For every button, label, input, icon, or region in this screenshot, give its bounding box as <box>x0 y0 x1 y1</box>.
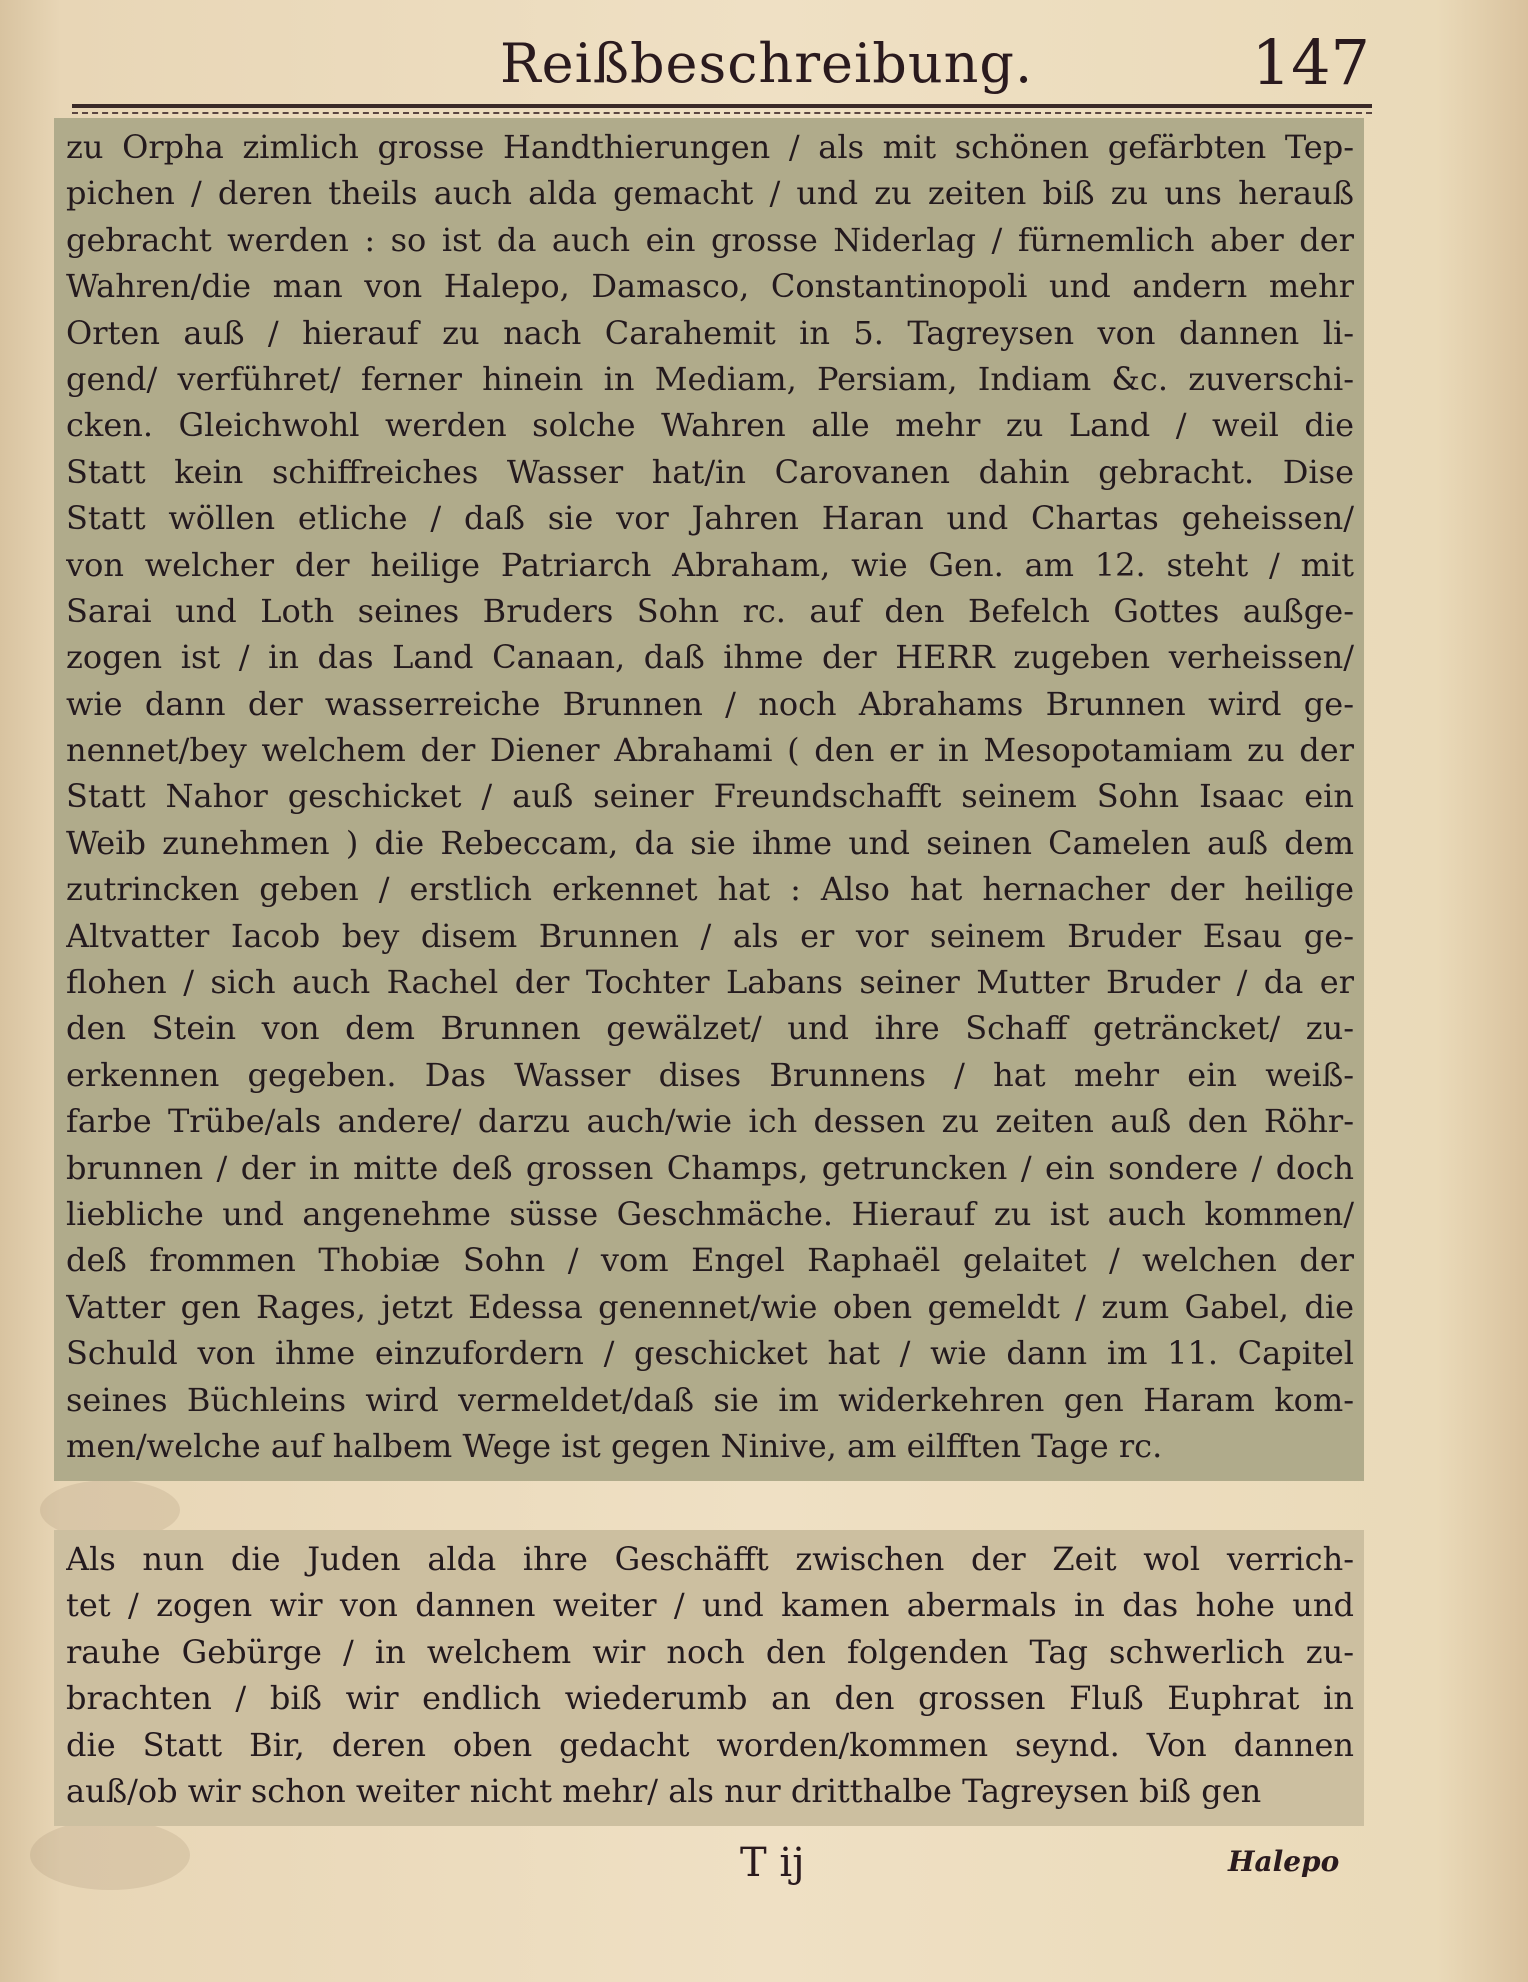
text-line: zu Orpha zimlich grosse Handthierungen / als mit schönen gefärbten Tep- <box>66 128 1354 166</box>
text-line: wie dann der wasserreiche Brunnen / noch Abrahams Brunnen wird ge- <box>66 684 1354 723</box>
text-line: von welcher der heilige Patriarch Abraham, wie Gen. am 12. steht / mit <box>66 545 1354 584</box>
text-line: brachten / biß wir endlich wiederumb an den grossen Fluß Euphrat in <box>66 1679 1354 1718</box>
text-line: die Statt Bir, deren oben gedacht worden/kommen seynd. Von dannen <box>66 1725 1354 1764</box>
header-rule-dashed <box>72 112 1372 114</box>
text-line: Statt kein schiffreiches Wasser hat/in Carovanen dahin gebracht. Dise <box>66 452 1354 491</box>
text-line: Altvatter Iacob bey disem Brunnen / als er vor seinem Bruder Esau ge- <box>66 916 1354 955</box>
text-line: liebliche und angenehme süsse Geschmäche. Hierauf zu ist auch kommen/ <box>66 1194 1354 1233</box>
text-line: gebracht werden : so ist da auch ein grosse Niderlag / fürnemlich aber der <box>66 220 1354 259</box>
page-number: 147 <box>1251 26 1370 99</box>
text-line: nennet/bey welchem der Diener Abrahami ( den er in Mesopotamiam zu der <box>66 731 1354 770</box>
text-line: den Stein von dem Brunnen gewälzet/ und ihre Schaff geträncket/ zu- <box>66 1009 1354 1048</box>
text-line: Als nun die Juden alda ihre Geschäfft zwischen der Zeit wol verrich- <box>66 1540 1354 1578</box>
text-line: Statt wöllen etliche / daß sie vor Jahren Haran und Chartas geheissen/ <box>66 499 1354 538</box>
paragraph-2 <box>54 1530 1364 1826</box>
text-line: erkennen gegeben. Das Wasser dises Brunnens / hat mehr ein weiß- <box>66 1055 1354 1094</box>
text-line: deß frommen Thobiæ Sohn / vom Engel Raphaël gelaitet / welchen der <box>66 1241 1354 1280</box>
running-head: Reißbeschreibung. <box>500 32 1034 95</box>
text-line: Orten auß / hierauf zu nach Carahemit in 5. Tagreysen von dannen li- <box>66 313 1354 352</box>
paragraph-1 <box>54 118 1364 1481</box>
text-line: Statt Nahor geschicket / auß seiner Freundschafft seinem Sohn Isaac ein <box>66 777 1354 816</box>
text-line: farbe Trübe/als andere/ darzu auch/wie ich dessen zu zeiten auß den Röhr- <box>66 1102 1354 1141</box>
printer-signature: T ij <box>740 1840 805 1886</box>
text-line: gend/ verführet/ ferner hinein in Mediam, Persiam, Indiam &c. zuverschi- <box>66 359 1354 398</box>
text-line: zogen ist / in das Land Canaan, daß ihme der HERR zugeben verheissen/ <box>66 638 1354 677</box>
page-header <box>70 18 1370 98</box>
text-line: seines Büchleins wird vermeldet/daß sie im widerkehren gen Haram kom- <box>66 1380 1354 1419</box>
text-line: pichen / deren theils auch alda gemacht / und zu zeiten biß zu uns herauß <box>66 174 1354 213</box>
text-line: zutrincken geben / erstlich erkennet hat : Also hat hernacher der heilige <box>66 870 1354 909</box>
text-line: Vatter gen Rages, jetzt Edessa genennet/wie oben gemeldt / zum Gabel, die <box>66 1287 1354 1326</box>
text-line: men/welche auf halbem Wege ist gegen Ninive, am eilfften Tage rc. <box>66 1426 1163 1465</box>
text-line: Weib zunehmen ) die Rebeccam, da sie ihme und seinen Camelen auß dem <box>66 823 1354 862</box>
text-line: cken. Gleichwohl werden solche Wahren alle mehr zu Land / weil die <box>66 406 1354 445</box>
text-line: rauhe Gebürge / in welchem wir noch den folgenden Tag schwerlich zu- <box>66 1632 1354 1671</box>
text-line: tet / zogen wir von dannen weiter / und kamen abermals in das hohe und <box>66 1586 1354 1625</box>
text-line: brunnen / der in mitte deß grossen Champs, getruncken / ein sondere / doch <box>66 1148 1354 1187</box>
text-line: Sarai und Loth seines Bruders Sohn rc. auf den Befelch Gottes außge- <box>66 591 1354 630</box>
text-line: Schuld von ihme einzufordern / geschicket hat / wie dann im 11. Capitel <box>66 1334 1354 1373</box>
text-line: Wahren/die man von Halepo, Damasco, Constantinopoli und andern mehr <box>66 267 1354 306</box>
header-rule <box>72 104 1372 108</box>
paper-stain <box>30 1820 190 1890</box>
text-line: flohen / sich auch Rachel der Tochter Labans seiner Mutter Bruder / da er <box>66 963 1354 1002</box>
text-line: auß/ob wir schon weiter nicht mehr/ als nur dritthalbe Tagreysen biß gen <box>66 1771 1262 1810</box>
catchword: Halepo <box>1228 1845 1340 1878</box>
